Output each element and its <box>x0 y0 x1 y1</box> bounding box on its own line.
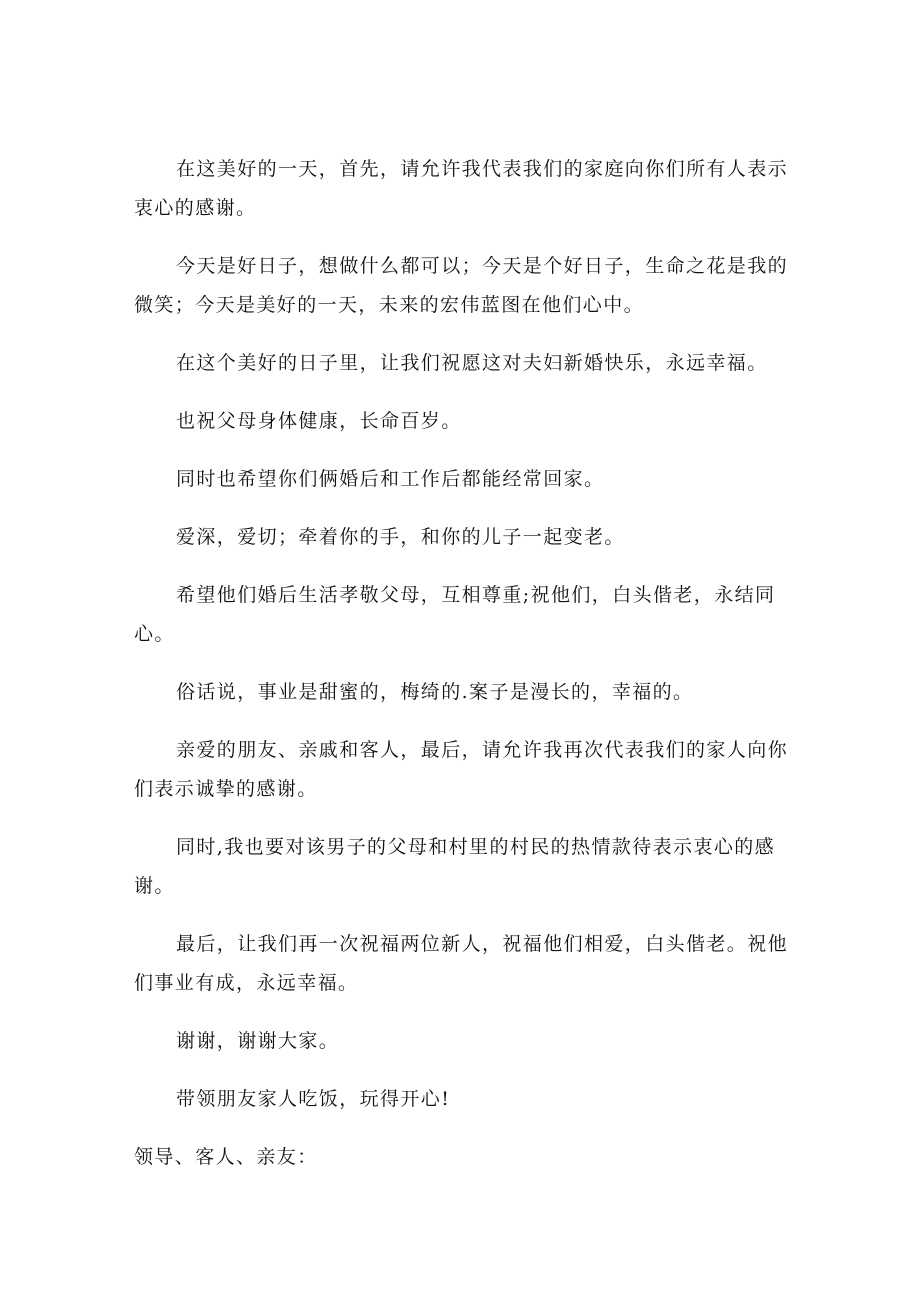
paragraph-final-blessing: 最后，让我们再一次祝福两位新人，祝福他们相爱，白头偕老。祝他们事业有成，永远幸福。 <box>134 933 789 994</box>
paragraph-thank-you: 谢谢，谢谢大家。 <box>176 1030 340 1052</box>
paragraph-newlywed-wishes: 在这个美好的日子里，让我们祝愿这对夫妇新婚快乐，永远幸福。 <box>176 352 768 374</box>
paragraph-good-day: 今天是好日子，想做什么都可以；今天是个好日子，生命之花是我的微笑；今天是美好的一天，未来的宏伟蓝图在他们心中。 <box>134 255 789 316</box>
paragraph-grow-old: 爱深，爱切；牵着你的手，和你的儿子一起变老。 <box>176 526 625 548</box>
paragraph-salutation: 领导、客人、亲友： <box>134 1146 318 1168</box>
document-body <box>134 150 798 1177</box>
paragraph-hospitality-thanks: 同时,我也要对该男子的父母和村里的村民的热情款待表示衷心的感谢。 <box>134 836 776 897</box>
paragraph-enjoy-meal: 带领朋友家人吃饭，玩得开心! <box>176 1088 451 1110</box>
paragraph-family-thanks: 亲爱的朋友、亲戚和客人，最后，请允许我再次代表我们的家人向你们表示诚挚的感谢。 <box>134 739 789 800</box>
paragraph-return-home: 同时也希望你们俩婚后和工作后都能经常回家。 <box>176 468 605 490</box>
paragraph-saying: 俗话说，事业是甜蜜的，梅绮的.案子是漫长的，幸福的。 <box>176 681 694 703</box>
paragraph-opening-thanks: 在这美好的一天，首先，请允许我代表我们的家庭向你们所有人表示衷心的感谢。 <box>134 158 789 219</box>
paragraph-filial-respect: 希望他们婚后生活孝敬父母，互相尊重;祝他们，白头偕老，永结同心。 <box>134 584 776 645</box>
paragraph-parents-health: 也祝父母身体健康，长命百岁。 <box>176 410 462 432</box>
